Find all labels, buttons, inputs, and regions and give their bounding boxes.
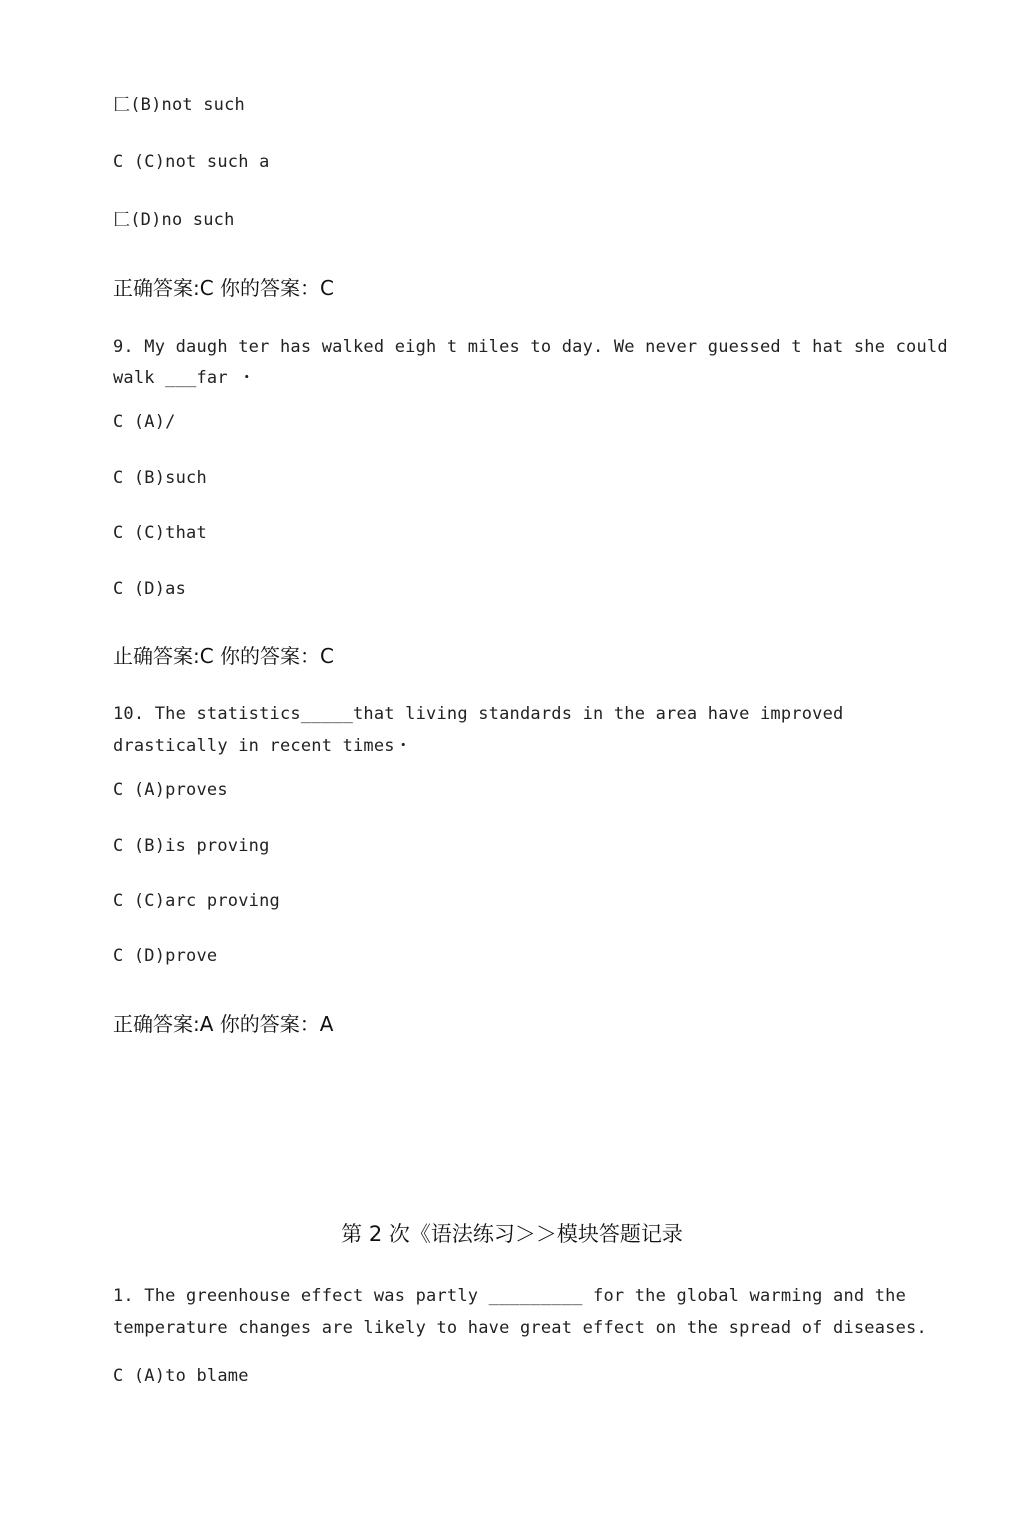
q9-answer: 止确答案:C 你的答案：C — [113, 644, 335, 668]
section-title: 第 2 次《语法练习＞＞模块答题记录 — [341, 1222, 683, 1246]
q9-option-d[interactable]: C (D)as — [113, 579, 187, 599]
q10-option-d[interactable]: C (D)prove — [113, 946, 218, 966]
q9-stem-line-1: 9. My daugh ter has walked eigh t miles to day. We never guessed t hat she could — [113, 337, 948, 357]
q8-answer: 正确答案:C 你的答案：C — [113, 276, 335, 300]
q10-stem-line-1: 10. The statistics_____that living standards in the area have improved — [113, 704, 844, 724]
q8-option-d[interactable]: 匚(D)no such — [113, 210, 235, 230]
q8-option-c[interactable]: C (C)not such a — [113, 152, 270, 172]
q9-option-b[interactable]: C (B)such — [113, 468, 207, 488]
q9-option-c[interactable]: C (C)that — [113, 523, 207, 543]
s2-q1-stem-line-2: temperature changes are likely to have great effect on the spread of diseases. — [113, 1318, 927, 1338]
q10-option-c[interactable]: C (C)arc proving — [113, 891, 280, 911]
q10-answer: 正确答案:A 你的答案：A — [113, 1012, 334, 1036]
q9-stem-line-2: walk ___far ・ — [113, 368, 256, 388]
q10-option-b[interactable]: C (B)is proving — [113, 836, 270, 856]
q9-option-a[interactable]: C (A)/ — [113, 412, 176, 432]
q8-option-b[interactable]: 匚(B)not such — [113, 95, 245, 115]
q10-stem-line-2: drastically in recent times・ — [113, 736, 412, 756]
s2-q1-stem-line-1: 1. The greenhouse effect was partly _________ for the global warming and the — [113, 1286, 907, 1306]
q10-option-a[interactable]: C (A)proves — [113, 780, 228, 800]
s2-q1-option-a[interactable]: C (A)to blame — [113, 1366, 249, 1386]
